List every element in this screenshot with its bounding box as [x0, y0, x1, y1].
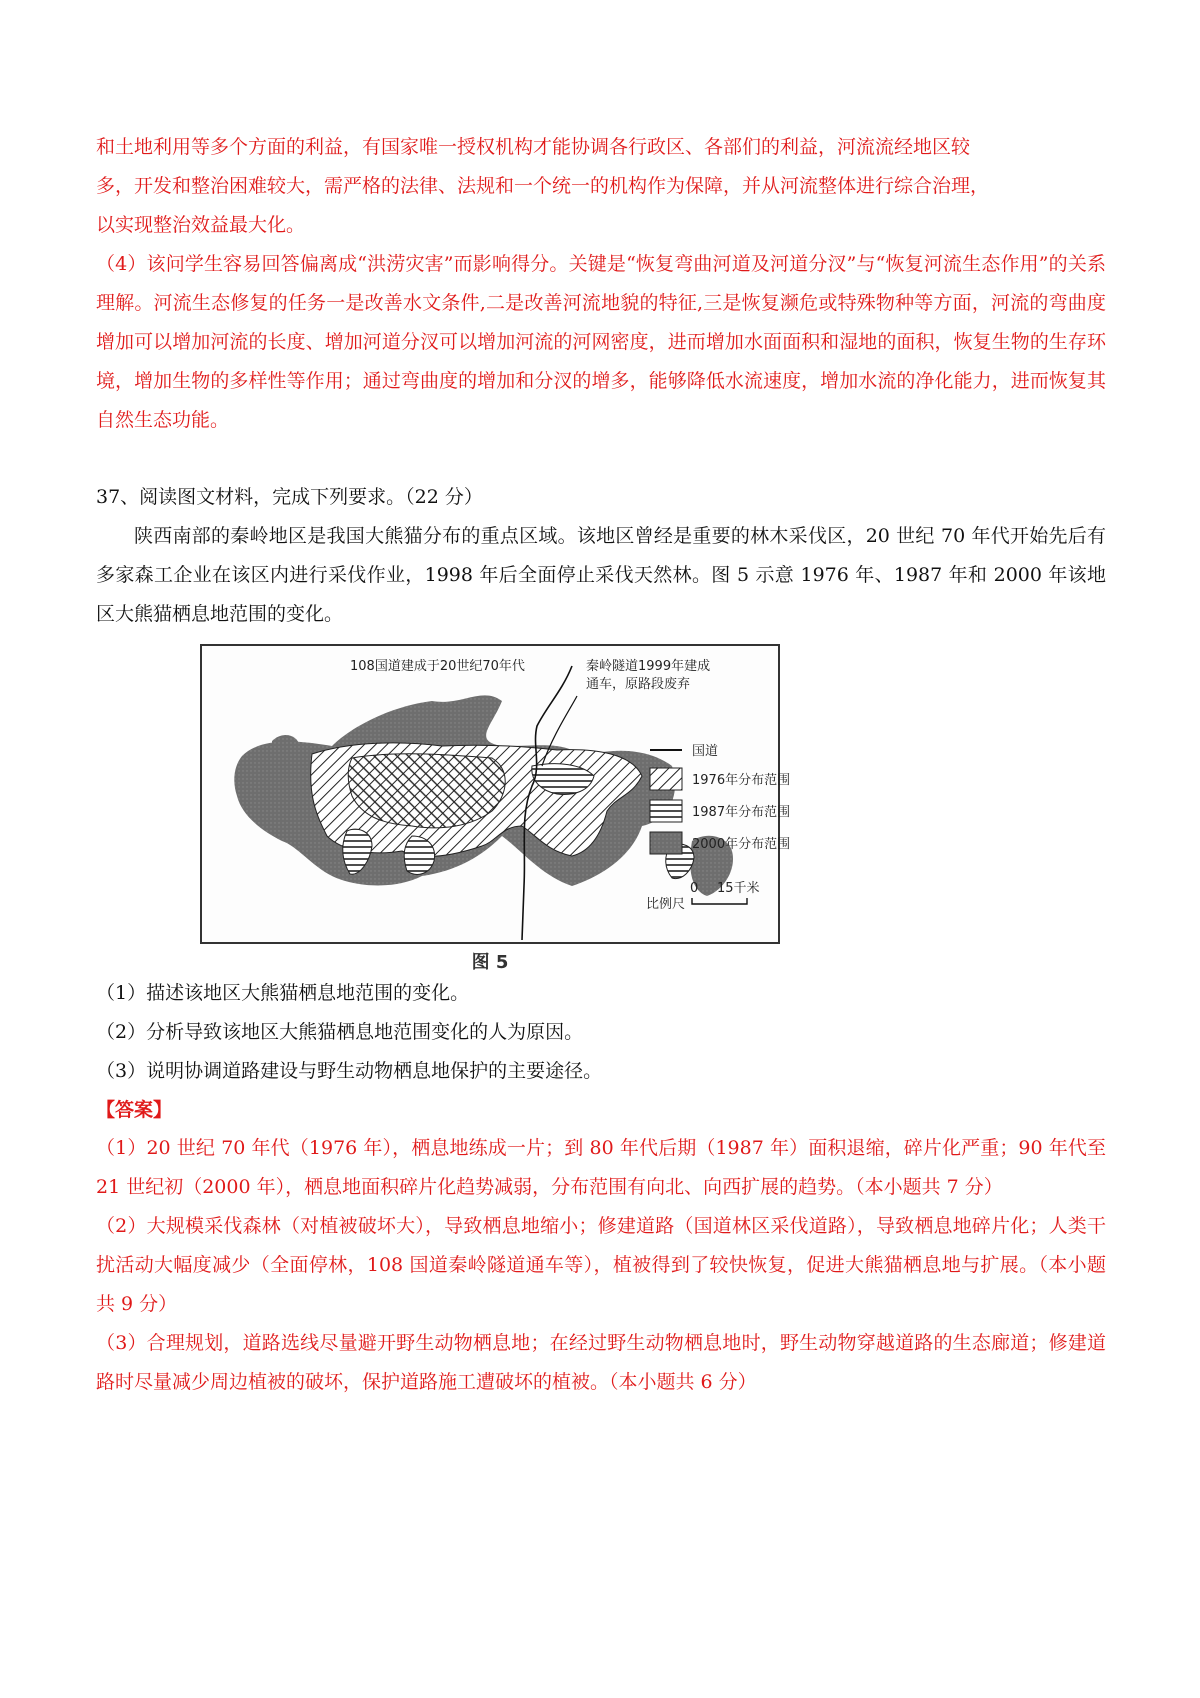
answer-3: （3）合理规划，道路选线尽量避开野生动物栖息地；在经过野生动物栖息地时，野生动物穿越道路的生态廊道；修建道路时尽量减少周边植被的破坏，保护道路施工遭破坏的植被。（本小题共 6 分）: [96, 1332, 1106, 1393]
annotation-tunnel-line-2: 通车，原路段废弃: [586, 677, 691, 692]
scale-zero: 0: [690, 881, 699, 896]
legend-1987-swatch: [650, 800, 682, 822]
question-title: 37、阅读图文材料，完成下列要求。（22 分）: [96, 486, 483, 508]
sub-question-2: （2）分析导致该地区大熊猫栖息地范围变化的人为原因。: [96, 1021, 584, 1043]
answer-tag: 【答案】: [96, 1099, 173, 1121]
scale-distance: 15千米: [717, 881, 760, 896]
question-material: 陕西南部的秦岭地区是我国大熊猫分布的重点区域。该地区曾经是重要的林木采伐区，20 世纪 70 年代开始先后有多家森工企业在该区内进行采伐作业，1998 年后全面停止采伐天然林。图 5 示意 1976 年、1987 年和 2000 年该地区大熊猫栖息地范围的变化。: [96, 525, 1106, 625]
legend-2000-swatch: [650, 832, 682, 854]
sub-question-1: （1）描述该地区大熊猫栖息地范围的变化。: [96, 982, 470, 1004]
scale-label: 比例尺: [646, 897, 686, 912]
analysis-paragraph-3-line-1: 和土地利用等多个方面的利益，有国家唯一授权机构才能协调各行政区、各部们的利益，河流流经地区较: [96, 136, 971, 158]
figure-5: [200, 644, 791, 974]
legend-1976-swatch: [650, 768, 682, 790]
legend-1976-label: 1976年分布范围: [692, 773, 791, 788]
scale-bar: [692, 898, 747, 904]
page-content: [96, 128, 1106, 1402]
habitat-map: [200, 644, 791, 944]
figure-caption: 图 5: [471, 952, 509, 973]
sub-question-3: （3）说明协调道路建设与野生动物栖息地保护的主要途径。: [96, 1060, 603, 1082]
analysis-paragraph-3-line-2: 多，开发和整治困难较大，需严格的法律、法规和一个统一的机构作为保障，并从河流整体进行综合治理，: [96, 175, 990, 197]
legend-1987-label: 1987年分布范围: [692, 805, 791, 820]
annotation-road: 108国道建成于20世纪70年代: [350, 659, 525, 674]
annotation-tunnel-line-1: 秦岭隧道1999年建成: [586, 659, 711, 674]
habitat-map-svg: [202, 646, 791, 942]
legend-2000-label: 2000年分布范围: [692, 837, 791, 852]
answer-1: （1）20 世纪 70 年代（1976 年），栖息地练成一片；到 80 年代后期（1987 年）面积退缩，碎片化严重；90 年代至 21 世纪初（2000 年），栖息地面积碎片化趋势减弱，分布范围有向北、向西扩展的趋势。（本小题共 7 分）: [96, 1137, 1106, 1198]
answer-2: （2）大规模采伐森林（对植被破坏大），导致栖息地缩小；修建道路（国道林区采伐道路），导致栖息地碎片化；人类干扰活动大幅度减少（全面停林，108 国道秦岭隧道通车等），植被得到了较快恢复，促进大熊猫栖息地与扩展。（本小题共 9 分）: [96, 1215, 1106, 1315]
legend-road-label: 国道: [692, 744, 719, 759]
analysis-paragraph-4: （4）该问学生容易回答偏离成“洪涝灾害”而影响得分。关键是“恢复弯曲河道及河道分汊”与“恢复河流生态作用”的关系理解。河流生态修复的任务一是改善水文条件,二是改善河流地貌的特征,三是恢复濒危或特殊物种等方面，河流的弯曲度增加可以增加河流的长度、增加河道分汊可以增加河流的河网密度，进而增加水面面积和湿地的面积，恢复生物的生存环境，增加生物的多样性等作用；通过弯曲度的增加和分汊的增多，能够降低水流速度，增加水流的净化能力，进而恢复其自然生态功能。: [96, 253, 1106, 431]
analysis-paragraph-3-line-3: 以实现整治效益最大化。: [96, 214, 306, 236]
habitat-core-overlap: [348, 754, 505, 828]
